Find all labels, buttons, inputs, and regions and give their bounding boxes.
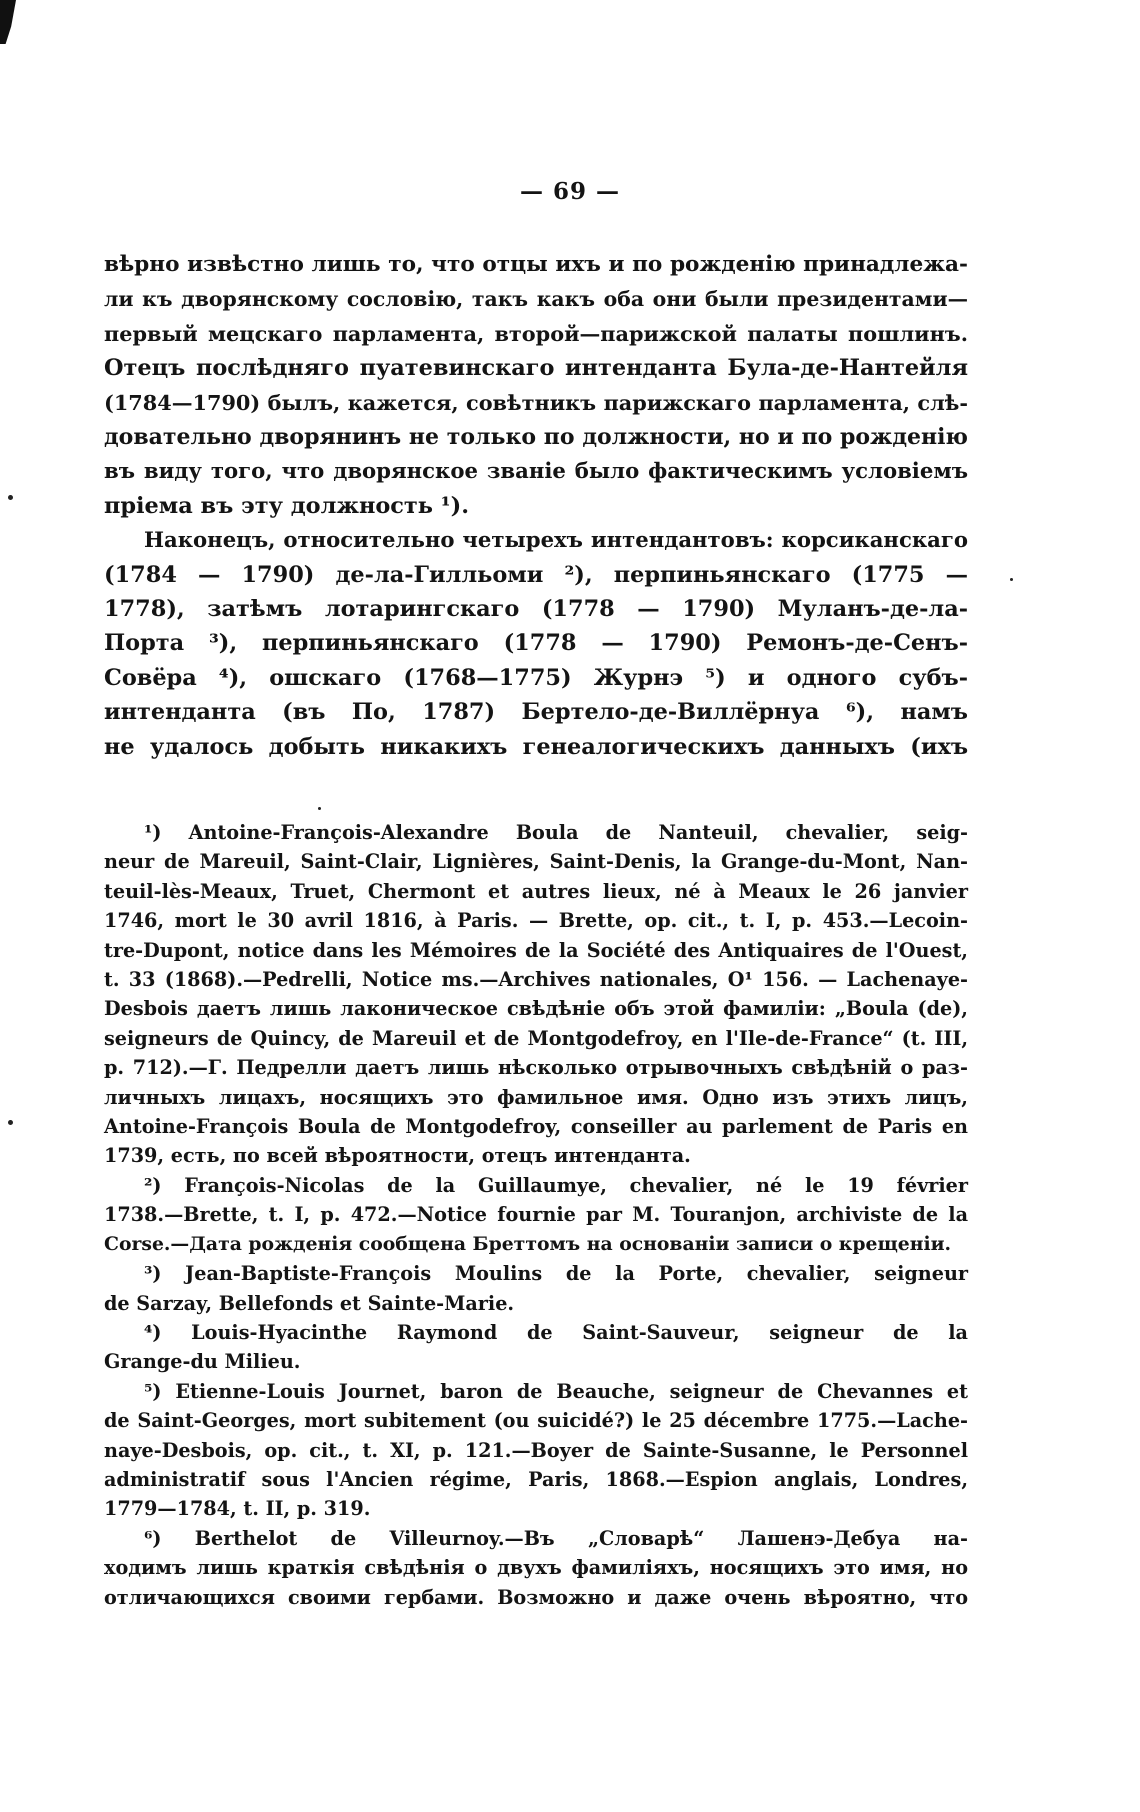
scan-speck [8, 495, 13, 500]
scan-corner-mark [0, 0, 16, 44]
footnote-line: teuil-lès-Meaux, Truet, Chermont et autres lieux, né à Meaux le 26 janvier [104, 879, 968, 903]
footnote-line: 1746, mort le 30 avril 1816, à Paris. — Brette, op. cit., t. I, p. 453.—Lecoin- [104, 909, 968, 933]
text-line: Отецъ послѣдняго пуатевинскаго интенданта Була-де-Нантейля [104, 355, 968, 382]
footnote-line: Desbois даетъ лишь лаконическое свѣдѣніе объ этой фамиліи: „Boula (de), [104, 997, 968, 1021]
scan-speck [318, 807, 321, 810]
footnote-line: ²) François-Nicolas de la Guillaumye, chevalier, né le 19 février [144, 1173, 968, 1197]
footnote-line: t. 33 (1868).—Pedrelli, Notice ms.—Archives nationales, O¹ 156. — Lachenaye- [104, 968, 968, 992]
footnote-line: seigneurs de Quincy, de Mareuil et de Montgodefroy, en l'Ile-de-France“ (t. III, [104, 1026, 968, 1050]
footnote-line: Antoine-François Boula de Montgodefroy, conseiller au parlement de Paris en [104, 1115, 968, 1139]
footnote-line: отличающихся своими гербами. Возможно и даже очень вѣроятно, что [104, 1585, 968, 1609]
text-line: первый мецскаго парламента, второй—парижской палаты пошлинъ. [104, 320, 968, 346]
footnotes [104, 818, 968, 1612]
text-line: интенданта (въ По, 1787) Бертело-де-Виллёрнуа ⁶), намъ [104, 699, 968, 726]
scan-speck [8, 1120, 13, 1125]
footnote-line: naye-Desbois, op. cit., t. XI, p. 121.—Boyer de Sainte-Susanne, le Personnel [104, 1438, 968, 1462]
footnote-line: ходимъ лишь краткія свѣдѣнія о двухъ фамиліяхъ, носящихъ это имя, но [104, 1556, 968, 1580]
text-line: довательно дворянинъ не только по должности, но и по рожденію [104, 424, 968, 451]
footnote-line: ¹) Antoine-François-Alexandre Boula de Nanteuil, chevalier, seig- [144, 821, 968, 844]
footnote-line: de Sarzay, Bellefonds et Sainte-Marie. [104, 1291, 515, 1315]
footnote-line: 1779—1784, t. II, p. 319. [104, 1497, 371, 1521]
footnote-line: 1739, есть, по всей вѣроятности, отецъ интенданта. [104, 1144, 691, 1168]
footnote-line: личныхъ лицахъ, носящихъ это фамильное имя. Одно изъ этихъ лицъ, [104, 1085, 968, 1109]
text-line: (1784—1790) былъ, кажется, совѣтникъ парижскаго парламента, слѣ- [104, 389, 968, 415]
footnote-line: administratif sous l'Ancien régime, Paris, 1868.—Espion anglais, Londres, [104, 1467, 968, 1491]
text-line: въ виду того, что дворянское званіе было фактическимъ условіемъ [104, 458, 968, 484]
footnote-line: neur de Mareuil, Saint-Clair, Lignières, Saint-Denis, la Grange-du-Mont, Nan- [104, 850, 968, 874]
text-line: 1778), затѣмъ лотарингскаго (1778 — 1790) Муланъ-де-ла- [104, 596, 968, 623]
footnote-line: Corse.—Дата рожденія сообщена Бреттомъ на основаніи записи о крещеніи. [104, 1232, 952, 1255]
text-line: Порта ³), перпиньянскаго (1778 — 1790) Ремонъ-де-Сенъ- [104, 630, 968, 657]
scan-speck [1010, 578, 1013, 581]
text-line: не удалось добыть никакихъ генеалогическихъ данныхъ (ихъ [104, 733, 968, 760]
text-line: пріема въ эту должность ¹). [104, 492, 469, 519]
footnote-line: de Saint-Georges, mort subitement (ou suicidé?) le 25 décembre 1775.—Lache- [104, 1409, 968, 1433]
text-line: Наконецъ, относительно четырехъ интендантовъ: корсиканскаго [144, 527, 968, 553]
text-line: ли къ дворянскому сословію, такъ какъ оба они были президентами— [104, 287, 968, 312]
footnote-line: Grange-du Milieu. [104, 1350, 301, 1374]
page-number: — 69 — [519, 178, 621, 205]
footnote-line: p. 712).—Г. Педрелли даетъ лишь нѣсколько отрывочныхъ свѣдѣній о раз- [104, 1056, 968, 1080]
main-text [104, 248, 968, 764]
footnote-line: ³) Jean-Baptiste-François Moulins de la Porte, chevalier, seigneur [144, 1262, 968, 1286]
footnote-line: ⁵) Etienne-Louis Journet, baron de Beauche, seigneur de Chevannes et [144, 1379, 968, 1403]
footnote-line: tre-Dupont, notice dans les Mémoires de la Société des Antiquaires de l'Ouest, [104, 938, 968, 962]
footnote-line: 1738.—Brette, t. I, p. 472.—Notice fournie par M. Touranjon, archiviste de la [104, 1203, 968, 1227]
footnote-line: ⁶) Berthelot de Villeurnoy.—Въ „Словарѣ“ Лашенэ-Дебуа на- [144, 1526, 968, 1550]
text-line: вѣрно извѣстно лишь то, что отцы ихъ и по рожденію принадлежа- [104, 252, 968, 277]
text-line: Совёра ⁴), ошскаго (1768—1775) Журнэ ⁵) и одного субъ- [104, 664, 968, 691]
footnote-line: ⁴) Louis-Hyacinthe Raymond de Saint-Sauveur, seigneur de la [144, 1320, 968, 1344]
text-line: (1784 — 1790) де-ла-Гилльоми ²), перпиньянскаго (1775 — [104, 561, 968, 588]
